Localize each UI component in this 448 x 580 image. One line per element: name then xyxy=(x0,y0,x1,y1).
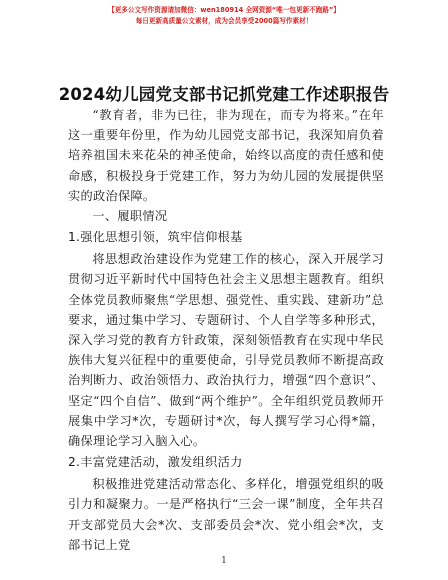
promo-banner-line-1: 【更多公文写作资源请加微信：wen180914 全网资源“唯一包更新不跑路”】 xyxy=(108,6,340,14)
subsection-heading: 1.强化思想引领，筑牢信仰根基 xyxy=(68,230,243,245)
promo-banner-line-2: 每日更新高质量公文素材，成为会员享受2000篇写作素材！ xyxy=(135,17,313,25)
body-paragraph: 将思想政治建设作为党建工作的核心，深入开展学习贯彻习近平新时代中国特色社会主义思想主题教育。组织全体党员教师聚焦“学思想、强党性、重实践、建新功”总要求，通过集中学习、专题研讨、个人自学等多种形式，深入学习党的教育方针政策，深刻领悟教育在实现中华民族伟大复兴征程中的重要使命，引导党员教师不断提高政治判断力、政治领悟力、政治执行力，增强“四个意识”、坚定“四个自信”、做到“两个维护”。全年组织党员教师开展集中学习*次，专题研讨*次，每人撰写学习心得*篇，确保理论学习入脑入心。 xyxy=(68,252,384,449)
document-title: 2024幼儿园党支部书记抓党建工作述职报告 xyxy=(58,85,390,104)
intro-paragraph: “教育者，非为已往，非为现在，而专为将来。”在年这一重要年份里，作为幼儿园党支部书记，我深知肩负着培养祖国未来花朵的神圣使命，始终以高度的责任感和使命感，积极投身于党建工作，努力为幼儿园的发展提供坚实的政治保障。 xyxy=(68,108,384,203)
section-heading: 一、履职情况 xyxy=(92,209,168,224)
subsection-heading: 2.丰富党建活动，激发组织活力 xyxy=(68,455,243,470)
document-body xyxy=(68,105,384,555)
promo-banner xyxy=(0,5,448,27)
page-number: 1 xyxy=(221,556,227,566)
body-paragraph: 积极推进党建活动常态化、多样化，增强党组织的吸引力和凝聚力。一是严格执行“三会一课”制度，全年共召开支部党员大会*次、支部委员会*次、党小组会*次，支部书记上党 xyxy=(68,477,384,552)
